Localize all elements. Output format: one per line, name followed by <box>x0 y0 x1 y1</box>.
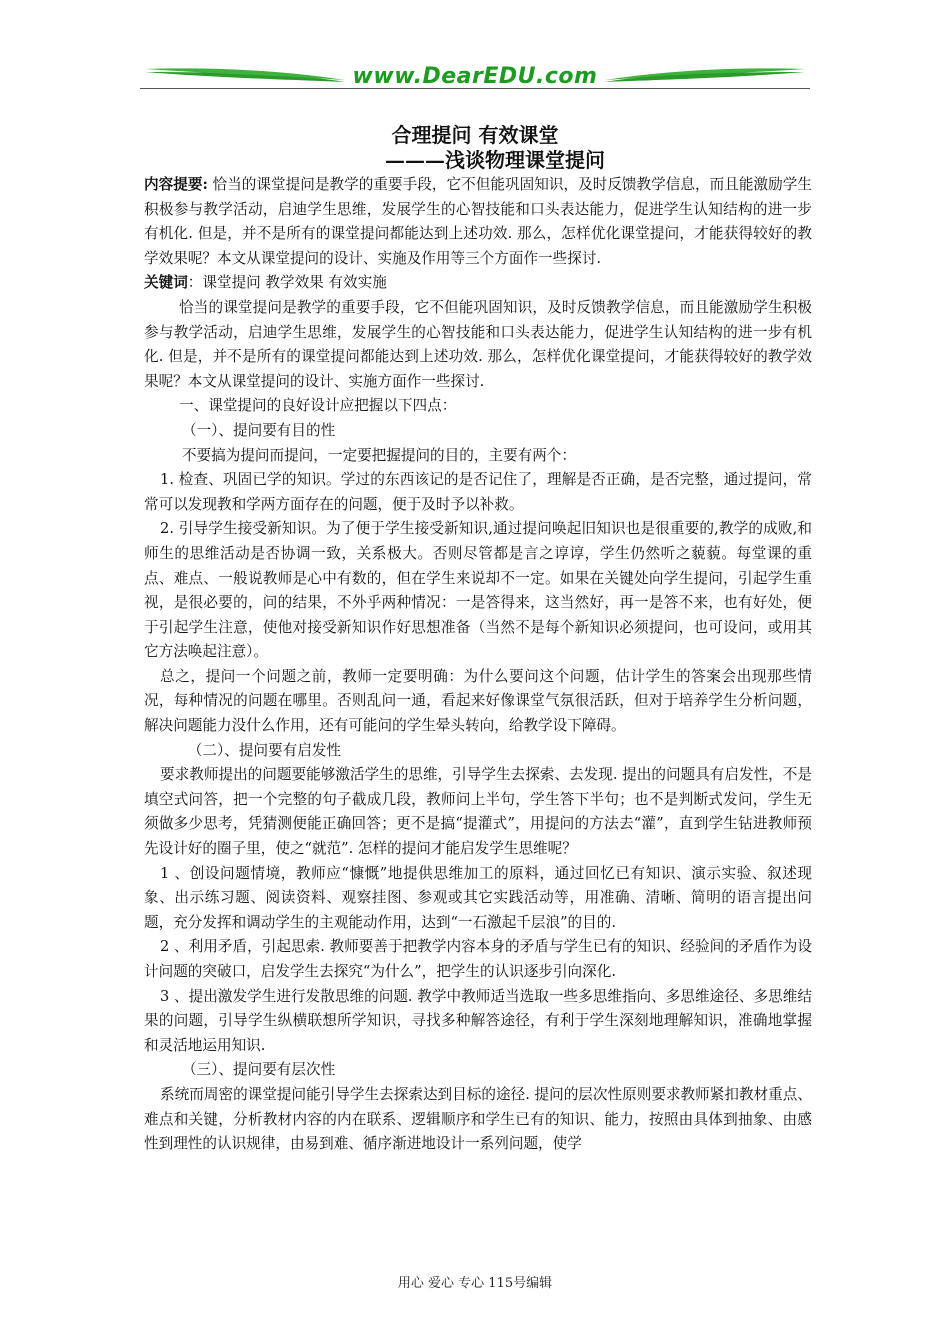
abstract <box>144 173 812 271</box>
subsection-heading: （三）、提问要有层次性 <box>181 1061 336 1079</box>
paragraph: 1 、创设问题情境，教师应“慷慨”地提供思维加工的原料，通过回忆已有知识、演示实验、叙述现象、出示练习题、阅读资料、观察挂图、参观或其它实践活动等，用准确、清晰、简明的语言提出问题，充分发挥和调动学生的主观能动作用，达到“一石激起千层浪”的目的. <box>144 864 812 931</box>
paragraph: 总之，提问一个问题之前，教师一定要明确：为什么要问这个问题，估计学生的答案会出现那些情况，每种情况的问题在哪里。否则乱问一通，看起来好像课堂气氛很活跃，但对于培养学生分析问题，解决问题能力没什么作用，还有可能问的学生晕头转向，给教学设下障碍。 <box>144 667 812 735</box>
paragraph: 2. 引导学生接受新知识。为了便于学生接受新知识,通过提问唤起旧知识也是很重要的,教学的成败,和师生的思维活动是否协调一致，关系极大。否则尽管都是言之谆谆，学生仍然听之藐藐。每堂课的重点、难点、一般说教师是心中有数的，但在学生来说却不一定。如果在关键处向学生提问，引起学生重视，是很必要的，问的结果，不外乎两种情况：一是答得来，这当然好，再一是答不来，也有好处，便于引起学生注意，使他对接受新知识作好思想准备（当然不是每个新知识必须提问，也可设问，或用其它方法唤起注意）。 <box>144 520 812 661</box>
keywords-label: 关键词 <box>144 274 188 292</box>
paragraph: 2 、利用矛盾，引起思索. 教师要善于把教学内容本身的矛盾与学生已有的知识、经验间的矛盾作为设计问题的突破口，启发学生去探究“为什么”，把学生的认识逐步引向深化. <box>144 938 812 980</box>
subsection-heading: （一）、提问要有目的性 <box>181 421 336 439</box>
paragraph: 系统而周密的课堂提问能引导学生去探索达到目标的途径. 提问的层次性原则要求教师紧扣教材重点、难点和关键，分析教材内容的内在联系、逻辑顺序和学生已有的知识、能力，按照由具体到抽象、由感性到理性的认识规律，由易到难、循序渐进地设计一系列问题，使学 <box>144 1085 812 1153</box>
page-subtitle: ———浅谈物理课堂提问 <box>385 148 605 172</box>
page-footer: 用心 爱心 专心 115号编辑 <box>397 1276 553 1291</box>
article-body <box>144 173 812 1157</box>
paragraph: 要求教师提出的问题要能够激活学生的思维，引导学生去探索、去发现. 提出的问题具有启发性，不是填空式问答，把一个完整的句子截成几段，教师问上半句，学生答下半句；也不是判断式发问，学生无须做多少思考，凭猜测便能正确回答；更不是搞“提灌式”，用提问的方法去“灌”，直到学生钻进教师预先设计好的圈子里，使之“就范”. 怎样的提问才能启发学生思维呢？ <box>144 766 812 858</box>
intro-paragraph: 恰当的课堂提问是教学的重要手段，它不但能巩固知识，及时反馈教学信息，而且能激励学生积极参与教学活动，启迪学生思维，发展学生的心智技能和口头表达能力，促进学生认知结构的进一步有机化. 但是，并不是所有的课堂提问都能达到上述功效. 那么，怎样优化课堂提问，才能获得较好的教学效果呢？本文从课堂提问的设计、实施方面作一些探讨. <box>144 298 812 390</box>
header-divider <box>140 88 810 89</box>
section-heading: 一、课堂提问的良好设计应把握以下四点： <box>179 397 457 415</box>
paragraph: 1. 检查、巩固已学的知识。学过的东西该记的是否记住了，理解是否正确，是否完整，通过提问，常常可以发现教和学两方面存在的问题，便于及时予以补救。 <box>144 471 812 513</box>
site-logo-text: www.DearEDU.com <box>352 64 598 89</box>
abstract-label: 内容提要: <box>144 176 208 193</box>
keywords <box>144 271 812 296</box>
subsection-heading: （二）、提问要有启发性 <box>187 741 342 759</box>
paragraph: 3 、提出激发学生进行发散思维的问题. 教学中教师适当选取一些多思维指向、多思维途径、多思维结果的问题，引导学生纵横联想所学知识，寻找多种解答途径，有利于学生深刻地理解知识，准确地掌握和灵活地运用知识. <box>144 987 812 1054</box>
page-title: 合理提问 有效课堂 <box>391 123 559 147</box>
abstract-text: 恰当的课堂提问是教学的重要手段，它不但能巩固知识，及时反馈教学信息，而且能激励学生积极参与教学活动，启迪学生思维，发展学生的心智技能和口头表达能力，促进学生认知结构的进一步有机化. 但是，并不是所有的课堂提问都能达到上述功效. 那么，怎样优化课堂提问，才能获得较好的教学效果呢？本文从课堂提问的设计、实施及作用等三个方面作一些探讨. <box>144 176 812 267</box>
site-header <box>140 60 810 96</box>
paragraph: 不要搞为提问而提问，一定要把握提问的目的，主要有两个： <box>181 446 576 464</box>
keywords-text: ：课堂提问 教学效果 有效实施 <box>187 274 387 292</box>
